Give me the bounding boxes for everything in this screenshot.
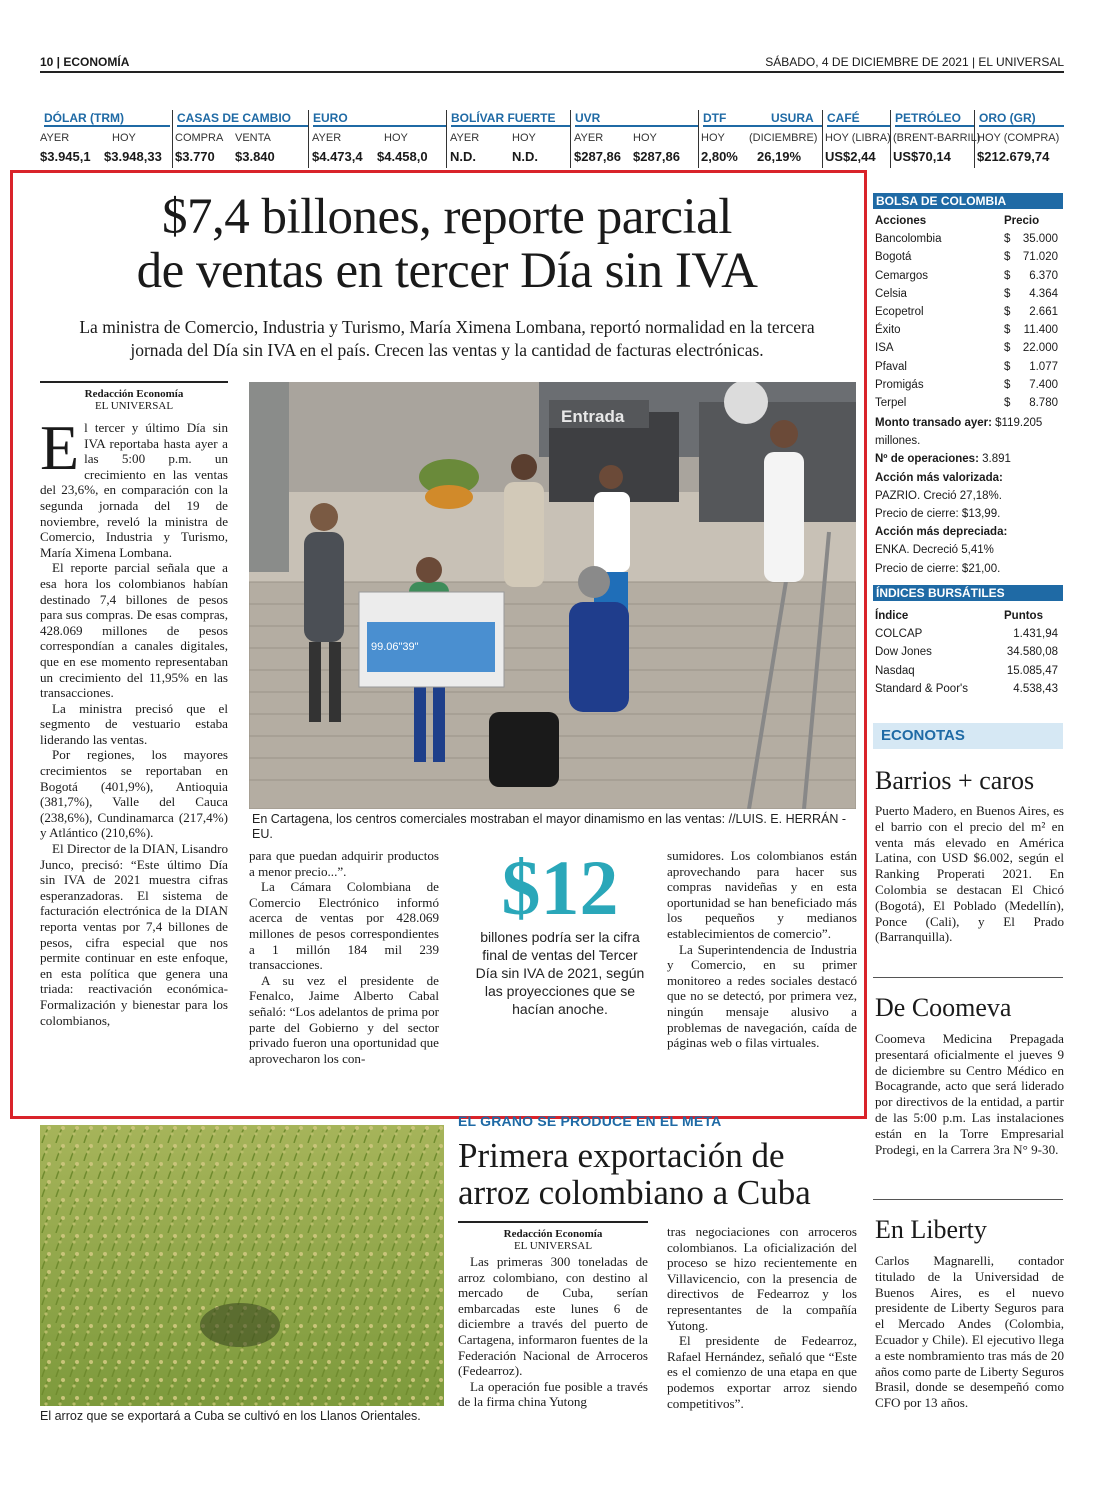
fx-cafe	[822, 110, 890, 168]
fx-label: HOY	[384, 132, 408, 144]
paragraph: La ministra precisó que el segmento de vestuario estaba liderando las ventas.	[40, 700, 228, 747]
table-row	[873, 376, 1063, 394]
byline-author: Redacción Economía	[503, 1228, 603, 1240]
key-figure-box	[470, 844, 650, 1018]
entrance-sign: Entrada	[561, 407, 625, 426]
paragraph: La Cámara Colombiana de Comercio Electrónico informó acerca de ventas por 428.069 millones de pesos correspondientes a 1 millón 184 mil 239 transacciones.	[249, 879, 439, 973]
currency-sign: $	[1004, 287, 1011, 300]
fx-value: US$2,44	[825, 149, 876, 164]
max-price: Precio de cierre: $13,99.	[875, 508, 1001, 521]
article-column-2	[249, 848, 439, 1066]
monto-label: Monto transado ayer:	[875, 417, 992, 429]
fx-value: 26,19%	[757, 149, 802, 164]
stock-name: Celsia	[875, 287, 907, 300]
article2-column-2	[667, 1224, 857, 1411]
fx-value: $3.770	[175, 149, 215, 164]
article-column-1	[40, 412, 228, 1028]
byline-outlet: EL UNIVERSAL	[94, 400, 174, 412]
fx-label: (BRENT-BARRIL)	[893, 132, 981, 144]
fx-bolivar	[446, 110, 570, 168]
stock-name: Cemargos	[875, 269, 929, 282]
index-name: Standard & Poor's	[875, 682, 968, 695]
stock-price: 11.400	[1023, 324, 1058, 337]
mall-photo-illustration	[249, 382, 856, 809]
stock-name: Bogotá	[875, 251, 912, 264]
fx-value: $287,86	[574, 149, 621, 164]
table-row	[873, 643, 1063, 661]
paragraph	[40, 412, 228, 560]
fx-label: AYER	[574, 132, 604, 144]
monto-value: $119.205 millones.	[875, 417, 1043, 448]
stock-name: Bancolombia	[875, 233, 942, 246]
photo-caption: En Cartagena, los centros comerciales mostraban el mayor dinamismo en las ventas: //LUIS. E. HERRÁN - EU.	[252, 812, 846, 841]
fx-dolar	[40, 110, 170, 168]
paragraph: El Director de la DIAN, Lisandro Junco, precisó: “Este último Día sin IVA de 2021 muestra cifras esperanzadoras. El sistema de facturación electrónica de la DIAN reporta ventas por 7,4 billones de pesos, cifra especial que nos permite continuar en este enfoque, en esta política que genera una triada: reactivación económica- Formalización y bienestar para los colombianos,	[40, 841, 228, 1028]
min-label: Acción más depreciada:	[875, 526, 1008, 539]
mall-photo	[249, 382, 856, 809]
stock-name: Pfaval	[875, 360, 907, 373]
note-body: Carlos Magnarelli, contador titulado de la Universidad de Buenos Aires, es el nuevo presidente de Liberty Seguros para el Mercado Andes (Colombia, Ecuador y Chile). El ejecutivo llega a este nombramiento tras más de 20 años como parte de Liberty Seguros Brasil, donde se desempeñó como CFO por 13 años.	[875, 1253, 1064, 1411]
stock-price: 71.020	[1022, 251, 1058, 264]
min-line: ENKA. Decreció 5,41%	[875, 544, 994, 557]
fx-title-dtf: DTF	[703, 111, 727, 125]
stock-price: 2.661	[1029, 305, 1058, 318]
paragraph-text: l tercer y último Día sin IVA reportaba hasta ayer a las 5:00 p.m. un crecimiento en las ventas del 23,6%, en comparación con la segunda jornada del 19 de noviembre, reveló la ministra de Comercio, Industria y Turismo, María Ximena Lombana.	[40, 420, 228, 560]
note-body: Puerto Madero, en Buenos Aires, es el barrio con el precio del m² en venta más elevado en América Latina, con USD $6.002, según el Ranking Properati 2021. En Colombia se destacan El Chicó (Bogotá), El Poblado (Medellín), Ponce (Cali), y El Prado (Barranquilla).	[875, 803, 1064, 945]
fx-label: HOY	[112, 132, 136, 144]
fx-title-usura: USURA	[771, 111, 814, 125]
fx-value: $3.945,1	[40, 149, 91, 164]
currency-sign: $	[1004, 305, 1011, 318]
indices-table	[873, 607, 1063, 698]
fx-value: $3.948,33	[104, 149, 162, 164]
table-row	[873, 394, 1063, 412]
fx-petroleo	[890, 110, 981, 168]
indices-title: ÍNDICES BURSÁTILES	[873, 585, 1063, 601]
econotas-title: ECONOTAS	[873, 723, 1063, 749]
table-row	[873, 680, 1063, 698]
col-header: Acciones	[875, 215, 927, 227]
section-label: 10 | ECONOMÍA	[40, 55, 130, 69]
index-value: 4.538,43	[1013, 682, 1058, 695]
table-row	[873, 267, 1063, 285]
max-line: PAZRIO. Creció 27,18%.	[875, 489, 1002, 502]
article2-kicker: EL GRANO SE PRODUCE EN EL META	[458, 1113, 722, 1129]
ops-line	[875, 450, 1065, 468]
byline-author: Redacción Economía	[84, 388, 184, 400]
fx-value: $4.458,0	[377, 149, 428, 164]
paragraph: sumidores. Los colombianos están aprovechando para hacer sus compras navideñas y en esta oportunidad se han beneficiado más los pequeños y medianos establecimientos de comercio”.	[667, 848, 857, 941]
col-header: Puntos	[1004, 610, 1043, 622]
article-headline	[40, 190, 854, 298]
stock-price: 35.000	[1022, 233, 1058, 246]
min-price: Precio de cierre: $21,00.	[875, 562, 1001, 575]
fx-title	[703, 111, 822, 127]
fx-title: DÓLAR (TRM)	[44, 111, 170, 127]
index-value: 15.085,47	[1006, 664, 1058, 677]
rice-photo	[40, 1125, 444, 1406]
bolsa-notes	[875, 414, 1065, 578]
fx-casas	[172, 110, 308, 168]
fx-label: COMPRA	[175, 132, 224, 144]
fx-label: HOY	[633, 132, 657, 144]
box-label: 99.06"39"	[371, 641, 419, 653]
article2-column-1	[458, 1254, 648, 1410]
article-column-3	[667, 848, 857, 1051]
drop-cap: E	[40, 412, 80, 483]
paragraph: tras negociaciones con arroceros colombianos. La oficialización del proceso se hizo recientemente en Villavicencio, con la presencia de directivos de Fedearroz y los representantes de la compañía Yutong.	[667, 1224, 857, 1333]
indices-rows	[873, 625, 1063, 698]
fx-label: AYER	[450, 132, 480, 144]
table-row	[873, 358, 1063, 376]
stock-price: 8.780	[1029, 396, 1058, 409]
date-label: SÁBADO, 4 DE DICIEMBRE DE 2021 | EL UNIVERSAL	[765, 55, 1064, 69]
fx-dtf-usura	[698, 110, 822, 168]
exchange-rates-strip	[40, 110, 1064, 168]
currency-sign: $	[1004, 360, 1011, 373]
paragraph: A su vez el presidente de Fenalco, Jaime Alberto Cabal señaló: “Los adelantos de prima por parte del Gobierno y del sector privado fueron una oportunidad que aprovecharon los con-	[249, 972, 439, 1066]
stock-price: 1.077	[1029, 360, 1058, 373]
table-row	[873, 625, 1063, 643]
fx-euro	[308, 110, 446, 168]
fx-title: UVR	[575, 111, 698, 127]
bolsa-rows	[873, 230, 1063, 412]
max-label: Acción más valorizada:	[875, 471, 1003, 484]
fx-title: PETRÓLEO	[895, 111, 974, 127]
byline	[40, 381, 228, 412]
stock-name: Éxito	[875, 324, 901, 337]
byline	[458, 1221, 648, 1252]
fx-label: HOY	[512, 132, 536, 144]
currency-sign: $	[1004, 251, 1011, 264]
fx-value: $212.679,74	[977, 149, 1050, 164]
note-headline: En Liberty	[875, 1215, 987, 1244]
rice-photo-caption: El arroz que se exportará a Cuba se cultivó en los Llanos Orientales.	[40, 1409, 421, 1423]
fx-label: HOY (LIBRA)	[825, 132, 891, 144]
note-body: Coomeva Medicina Prepagada presentará oficialmente el jueves 9 de diciembre su Centro Médico en Bocagrande, acto que será liderado por directivos de la entidad, a partir de las 5:00 p.m. Las instalaciones están en la Torre Empresarial Prodegi, en la Carrera 3ra N° 9-30.	[875, 1031, 1064, 1157]
paragraph: La operación fue posible a través de la firma china Yutong	[458, 1378, 648, 1410]
fx-title: EURO	[313, 111, 446, 127]
stock-name: Promigás	[875, 378, 924, 391]
fx-label: AYER	[40, 132, 70, 144]
table-row	[873, 230, 1063, 248]
byline-outlet: EL UNIVERSAL	[513, 1240, 593, 1252]
divider	[873, 1199, 1063, 1200]
col-header: Precio	[1004, 215, 1040, 227]
currency-sign: $	[1004, 378, 1011, 391]
fx-value: US$70,14	[893, 149, 951, 164]
fx-value: $287,86	[633, 149, 680, 164]
fx-label: AYER	[312, 132, 342, 144]
ops-label: Nº de operaciones:	[875, 453, 979, 466]
table-header	[873, 212, 1063, 230]
stock-name: Terpel	[875, 396, 907, 409]
page-header	[40, 53, 1064, 73]
table-row	[873, 662, 1063, 680]
stock-name: Ecopetrol	[875, 305, 924, 318]
monto-line	[875, 414, 1065, 450]
headline-line-2: de ventas en tercer Día sin IVA	[136, 243, 758, 299]
index-value: 34.580,08	[1006, 646, 1058, 659]
currency-sign: $	[1004, 342, 1011, 355]
fx-value: N.D.	[450, 149, 476, 164]
table-row	[873, 339, 1063, 357]
fx-value: $4.473,4	[312, 149, 363, 164]
fx-title: CASAS DE CAMBIO	[177, 111, 308, 127]
index-value: 1.431,94	[1013, 628, 1058, 641]
col-header: Índice	[875, 610, 909, 622]
note-headline: Barrios + caros	[875, 766, 1035, 795]
currency-sign: $	[1004, 269, 1011, 282]
stock-price: 4.364	[1029, 287, 1058, 300]
stock-price: 7.400	[1029, 378, 1058, 391]
fx-title: BOLÍVAR FUERTE	[451, 111, 570, 127]
article-deck: La ministra de Comercio, Industria y Turismo, María Ximena Lombana, reportó normalidad en la tercera jornada del Día sin IVA en el país. Crecen las ventas y la cantidad de facturas electrónicas.	[79, 317, 815, 360]
divider	[873, 977, 1063, 978]
fx-value: N.D.	[512, 149, 538, 164]
paragraph: El presidente de Fedearroz, Rafael Hernández, señaló que “Este es el comienzo de una etapa en que podemos exportar arroz siendo competitivos”.	[667, 1333, 857, 1411]
fx-uvr	[570, 110, 698, 168]
currency-sign: $	[1004, 396, 1011, 409]
fx-title: ORO (GR)	[979, 111, 1064, 127]
ops-value: 3.891	[982, 453, 1011, 466]
fx-title: CAFÉ	[827, 111, 890, 127]
fx-value: 2,80%	[701, 149, 738, 164]
currency-sign: $	[1004, 233, 1011, 246]
fx-label: HOY	[701, 132, 725, 144]
fx-label: (DICIEMBRE)	[749, 132, 818, 144]
table-header	[873, 607, 1063, 625]
fx-label: HOY (COMPRA)	[977, 132, 1060, 144]
index-name: Nasdaq	[875, 664, 915, 677]
note-headline: De Coomeva	[875, 993, 1012, 1022]
paragraph: para que puedan adquirir productos a menor precio...”.	[249, 848, 439, 879]
paragraph: Las primeras 300 toneladas de arroz colombiano, con destino al mercado de Cuba, serían embarcadas este lunes 6 de diciembre a través del puerto de Cartagena, informaron fuentes de la Federación Nacional de Arroceros (Fedearroz).	[458, 1254, 648, 1379]
index-name: COLCAP	[875, 628, 923, 641]
article2-headline: Primera exportación de arroz colombiano a Cuba	[458, 1136, 811, 1212]
key-figure-text: billones podría ser la cifra final de ventas del Tercer Día sin IVA de 2021, según las proyecciones que se hacían anoche.	[475, 929, 645, 1017]
fx-label: VENTA	[235, 132, 271, 144]
bolsa-table	[873, 212, 1063, 412]
stock-price: 6.370	[1029, 269, 1058, 282]
bolsa-title: BOLSA DE COLOMBIA	[873, 193, 1063, 209]
stock-price: 22.000	[1022, 342, 1058, 355]
headline-line-1: $7,4 billones, reporte parcial	[162, 189, 732, 245]
paragraph: La Superintendencia de Industria y Comercio, en su primer monitoreo a redes sociales destacó que no se detectó, por primera vez, ningún mensaje alusivo a problemas de navegación, caída de páginas web o filas virtuales.	[667, 941, 857, 1051]
stock-name: ISA	[875, 342, 894, 355]
paragraph: Por regiones, los mayores crecimientos se reportaban en Bogotá (401,9%), Antioquia (381,7%), Valle del Cauca (238,6%), Cundinamarca (217,4%) y Atlántico (210,6%).	[40, 747, 228, 841]
table-row	[873, 248, 1063, 266]
fx-oro	[974, 110, 1064, 168]
currency-sign: $	[1004, 324, 1011, 337]
fx-value: $3.840	[235, 149, 275, 164]
paragraph: El reporte parcial señala que a esa hora los colombianos habían destinado 7,4 billones de pesos para sus compras. De esas compras, 428.069 millones de pesos correspondían a canales digitales, que en ese momento representaban un crecimiento del 11,95% en las transacciones.	[40, 560, 228, 701]
table-row	[873, 303, 1063, 321]
table-row	[873, 321, 1063, 339]
rice-field-illustration	[40, 1125, 444, 1406]
index-name: Dow Jones	[875, 646, 932, 659]
table-row	[873, 285, 1063, 303]
key-figure: $12	[501, 844, 619, 931]
